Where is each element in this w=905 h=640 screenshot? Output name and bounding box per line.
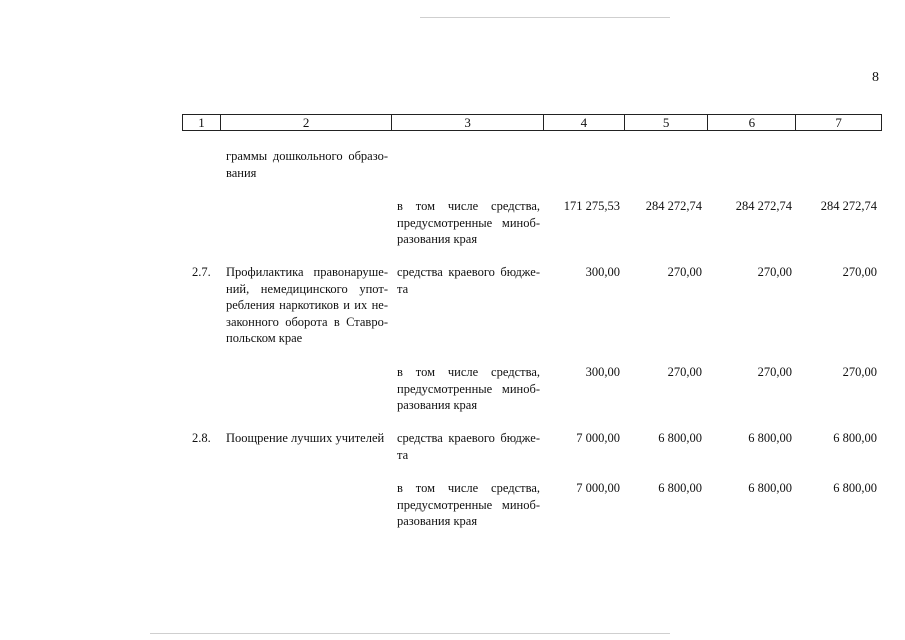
row-2-val-6: 270,00: [757, 265, 792, 279]
row-5-val-4: 7 000,00: [576, 481, 620, 495]
header-col-6: 6: [708, 115, 796, 130]
row-2-name: Профилактика правонаруше- ний, немедицинского упот- ребления наркотиков и их не- законного оборота в Ставро- польском крае: [226, 265, 388, 345]
row-5-val-7: 6 800,00: [833, 481, 877, 495]
row-5-source: в том числе средства, предусмотренные миноб- разования края: [397, 481, 540, 528]
scan-artifact-top: [420, 17, 670, 18]
header-col-5: 5: [625, 115, 709, 130]
row-4-source: средства краевого бюдже- та: [397, 431, 540, 462]
page-number: 8: [872, 70, 879, 85]
header-col-3: 3: [392, 115, 544, 130]
header-col-1: 1: [183, 115, 221, 130]
row-5-val-6: 6 800,00: [748, 481, 792, 495]
header-col-4: 4: [544, 115, 625, 130]
row-4-name: Поощрение лучших учителей: [226, 431, 385, 445]
row-1-val-5: 284 272,74: [645, 199, 702, 213]
row-4-number: 2.8.: [192, 431, 211, 445]
row-1-val-4: 171 275,53: [563, 199, 620, 213]
header-col-2: 2: [221, 115, 393, 130]
row-4-val-7: 6 800,00: [833, 431, 877, 445]
row-3-val-7: 270,00: [842, 365, 877, 379]
row-3-val-4: 300,00: [585, 365, 620, 379]
row-4-val-4: 7 000,00: [576, 431, 620, 445]
row-2-source: средства краевого бюдже- та: [397, 265, 540, 296]
row-5-val-5: 6 800,00: [658, 481, 702, 495]
row-0-name: граммы дошкольного образо- вания: [226, 149, 388, 180]
row-1-source: в том числе средства, предусмотренные миноб- разования края: [397, 199, 540, 246]
row-4-val-5: 6 800,00: [658, 431, 702, 445]
row-2-val-4: 300,00: [585, 265, 620, 279]
row-2-number: 2.7.: [192, 265, 211, 279]
row-3-val-6: 270,00: [757, 365, 792, 379]
row-2-val-7: 270,00: [842, 265, 877, 279]
row-2-val-5: 270,00: [667, 265, 702, 279]
row-1-val-6: 284 272,74: [735, 199, 792, 213]
row-3-val-5: 270,00: [667, 365, 702, 379]
table-header-row: [182, 114, 882, 131]
row-3-source: в том числе средства, предусмотренные миноб- разования края: [397, 365, 540, 412]
row-1-val-7: 284 272,74: [820, 199, 877, 213]
header-col-7: 7: [835, 115, 842, 130]
row-4-val-6: 6 800,00: [748, 431, 792, 445]
scan-artifact-bottom: [150, 633, 670, 634]
